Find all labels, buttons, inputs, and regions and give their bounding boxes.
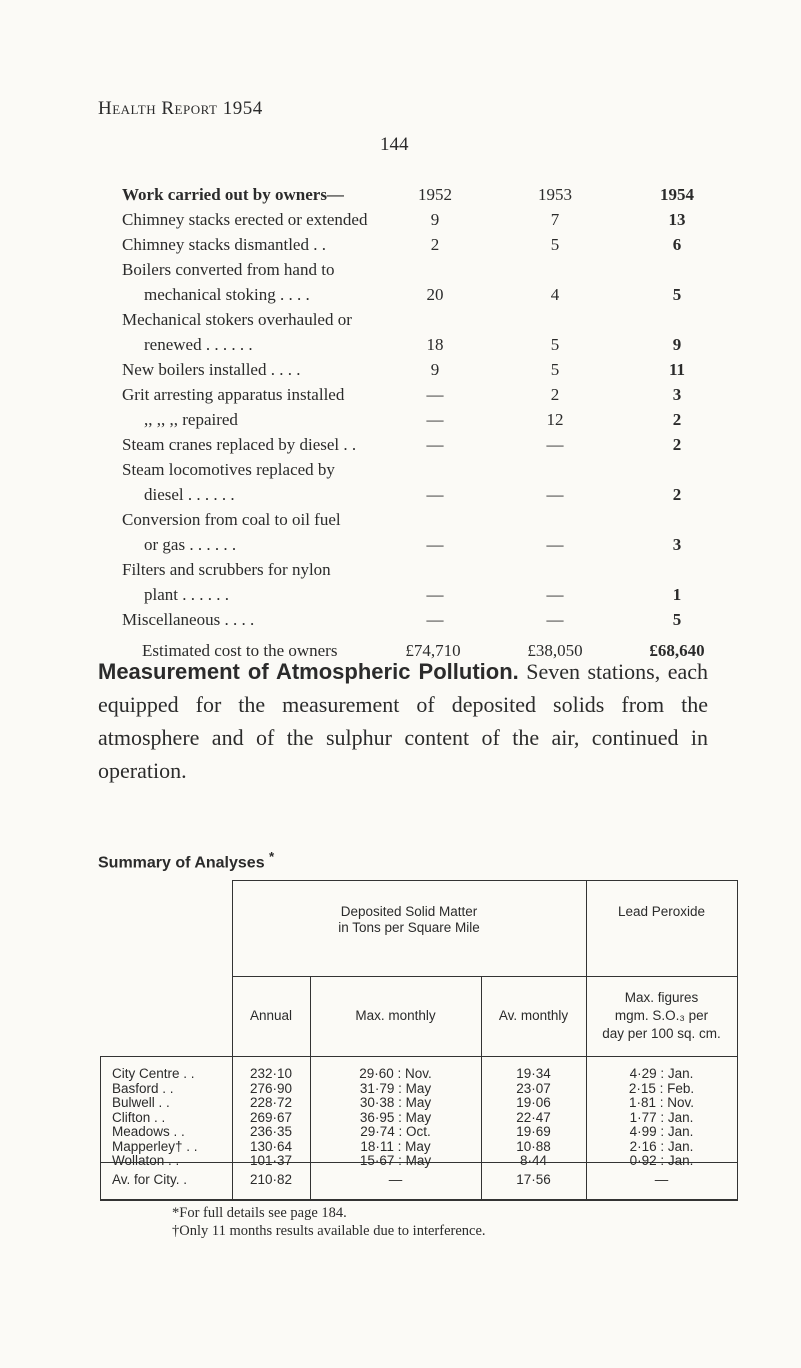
works-value-1954: 13	[668, 210, 686, 229]
analysis-av: 8·44	[519, 1153, 548, 1168]
works-row	[122, 357, 722, 382]
works-row-label-line1: Grit arresting apparatus installed	[122, 385, 345, 404]
year-1954: 1954	[660, 185, 694, 204]
works-row-label	[122, 307, 427, 357]
works-row-label-line1: Chimney stacks dismantled . .	[122, 235, 326, 254]
works-value-1954: 9	[672, 335, 682, 354]
analysis-av: 19·06	[516, 1095, 551, 1110]
measurement-paragraph	[98, 655, 708, 787]
analysis-lead: 1·77 : Jan.	[629, 1109, 694, 1125]
works-value-1953: —	[546, 585, 564, 604]
works-value-1952: 2	[430, 235, 440, 254]
works-value-1954: 3	[672, 385, 682, 404]
works-row-label-line1: Miscellaneous . . . .	[122, 610, 255, 629]
works-row	[122, 557, 722, 607]
footnote-2: †Only 11 months results available due to interference.	[172, 1223, 486, 1239]
works-row-label-line1: Mechanical stokers overhauled or	[122, 310, 352, 329]
works-row	[122, 232, 722, 257]
works-row-label-line2: or gas . . . . . .	[144, 535, 237, 554]
works-value-1953: 12	[546, 410, 564, 429]
works-value-1952: —	[426, 485, 444, 504]
analysis-lead: 4·29 : Jan.	[629, 1066, 694, 1081]
col-lead-1: Max. figures	[624, 990, 699, 1005]
analysis-av: 22·47	[516, 1109, 551, 1125]
works-row	[122, 457, 722, 507]
works-table	[122, 182, 722, 663]
works-row	[122, 407, 722, 432]
works-value-1953: 5	[550, 335, 560, 354]
col-lead-3: day per 100 sq. cm.	[602, 1026, 721, 1041]
year-1953: 1953	[538, 185, 572, 204]
summary-title-text: Summary of Analyses	[98, 854, 265, 872]
analysis-max: 15·67 : May	[359, 1153, 432, 1168]
measurement-text: Seven stations, each equipped for the measurement of deposited solids from the atmosphere and of the sulphur content of the air, continued in operation.	[98, 659, 708, 783]
analysis-av: 23·07	[516, 1080, 551, 1096]
works-value-1953: —	[546, 435, 564, 454]
analysis-lead: 2·16 : Jan.	[629, 1138, 694, 1154]
analysis-annual: 101·37	[249, 1153, 293, 1168]
works-row-label	[122, 557, 427, 607]
group-lead: Lead Peroxide	[617, 904, 706, 919]
cost-1953: £38,050	[527, 641, 583, 660]
works-value-1953: —	[546, 535, 564, 554]
works-value-1954: 5	[672, 610, 682, 629]
analysis-site: Basford . .	[112, 1080, 174, 1096]
analysis-site: City Centre . .	[112, 1066, 195, 1081]
analysis-lead: 4·99 : Jan.	[629, 1124, 694, 1139]
works-value-1954: 5	[672, 285, 682, 304]
works-row-label-line1: Steam cranes replaced by diesel . .	[122, 435, 357, 454]
rule-head	[232, 976, 738, 977]
works-row-label-line2: plant . . . . . .	[144, 585, 229, 604]
analysis-site: Mapperley† . .	[112, 1138, 198, 1154]
works-row	[122, 507, 722, 557]
average-lead: —	[654, 1172, 669, 1187]
analysis-max: 29·74 : Oct.	[360, 1124, 431, 1139]
works-value-1953: 4	[550, 285, 560, 304]
page-number: 144	[380, 134, 409, 155]
works-value-1953: 2	[550, 385, 560, 404]
cost-1954: £68,640	[649, 641, 705, 660]
col-lead-2: mgm. S.O.₃ per	[614, 1008, 709, 1023]
works-value-1952: —	[426, 585, 444, 604]
works-row-label-line1: New boilers installed . . . .	[122, 360, 301, 379]
works-value-1953: —	[546, 485, 564, 504]
works-value-1952: —	[426, 410, 444, 429]
works-row-label-line1: Steam locomotives replaced by	[122, 460, 335, 479]
works-value-1953: 7	[550, 210, 560, 229]
average-site: Av. for City. .	[112, 1172, 188, 1187]
analysis-max: 18·11 : May	[360, 1138, 431, 1154]
works-value-1952: 9	[430, 360, 440, 379]
analysis-av: 19·34	[516, 1066, 551, 1081]
works-row-label	[122, 457, 427, 507]
average-annual: 210·82	[249, 1172, 293, 1187]
analysis-annual: 232·10	[249, 1066, 293, 1081]
works-header-row	[122, 182, 722, 207]
average-av: 17·56	[516, 1172, 551, 1187]
works-row-label	[122, 432, 427, 457]
analysis-row	[100, 1153, 740, 1171]
measurement-title: Measurement of Atmospheric Pollution.	[98, 659, 519, 684]
average-row	[100, 1172, 740, 1190]
running-title: Health Report 1954	[98, 98, 263, 119]
analysis-annual: 269·67	[249, 1109, 293, 1125]
analysis-site: Meadows . .	[112, 1124, 185, 1139]
col-annual: Annual	[249, 1008, 293, 1023]
works-value-1953: —	[546, 610, 564, 629]
works-row	[122, 207, 722, 232]
works-value-1954: 11	[668, 360, 686, 379]
analysis-lead: 0·92 : Jan.	[629, 1153, 694, 1168]
analysis-annual: 276·90	[249, 1080, 293, 1096]
footnote-1: *For full details see page 184.	[172, 1205, 347, 1221]
analyses-table	[100, 880, 740, 1200]
year-1952: 1952	[418, 185, 452, 204]
analysis-max: 36·95 : May	[359, 1109, 432, 1125]
works-row-label-line2: diesel . . . . . .	[144, 485, 235, 504]
analysis-lead: 1·81 : Nov.	[628, 1095, 695, 1110]
works-value-1952: —	[426, 610, 444, 629]
works-row-label-line1: Chimney stacks erected or extended	[122, 210, 368, 229]
works-row-label	[122, 232, 427, 257]
works-row	[122, 307, 722, 357]
works-row-label	[122, 357, 427, 382]
works-row-label	[122, 207, 427, 232]
analysis-lead: 2·15 : Feb.	[628, 1080, 695, 1096]
works-row-label-line1: Conversion from coal to oil fuel	[122, 510, 341, 529]
analysis-annual: 236·35	[249, 1124, 293, 1139]
analysis-annual: 228·72	[249, 1095, 293, 1110]
col-max-monthly: Max. monthly	[355, 1008, 436, 1023]
works-value-1954: 2	[672, 435, 682, 454]
works-row-label	[122, 507, 427, 557]
works-value-1952: 20	[426, 285, 444, 304]
works-row	[122, 607, 722, 632]
works-row-label-line1: Boilers converted from hand to	[122, 260, 335, 279]
works-row-label	[122, 382, 427, 407]
analysis-annual: 130·64	[249, 1138, 293, 1154]
rule-bottom	[100, 1199, 738, 1201]
works-row-label-line1: ,, ,, ,, repaired	[144, 410, 238, 429]
works-value-1954: 2	[672, 410, 682, 429]
rule-top	[232, 880, 738, 881]
analysis-av: 10·88	[516, 1138, 551, 1154]
works-value-1954: 2	[672, 485, 682, 504]
summary-title	[98, 849, 274, 872]
footnotes	[172, 1204, 486, 1240]
summary-star: *	[269, 849, 275, 864]
average-max: —	[388, 1172, 403, 1187]
works-value-1952: —	[426, 535, 444, 554]
works-row	[122, 432, 722, 457]
works-row-label	[122, 607, 427, 632]
works-value-1952: 9	[430, 210, 440, 229]
works-value-1952: 18	[426, 335, 444, 354]
works-value-1953: 5	[550, 235, 560, 254]
analysis-max: 31·79 : May	[359, 1080, 432, 1096]
analysis-av: 19·69	[516, 1124, 551, 1139]
works-value-1952: —	[426, 435, 444, 454]
works-row-label	[122, 407, 427, 432]
works-row	[122, 382, 722, 407]
works-value-1954: 6	[672, 235, 682, 254]
col-av-monthly: Av. monthly	[498, 1008, 569, 1023]
analysis-site: Wollaton . .	[112, 1153, 180, 1168]
group-deposited-2: in Tons per Square Mile	[338, 920, 480, 935]
cost-1952: £74,710	[405, 641, 461, 660]
cost-label: Estimated cost to the owners	[142, 641, 338, 660]
works-row-label-line1: Filters and scrubbers for nylon	[122, 560, 331, 579]
works-row	[122, 257, 722, 307]
works-heading: Work carried out by owners—	[122, 185, 344, 204]
works-row-label-line2: mechanical stoking . . . .	[144, 285, 310, 304]
works-row-label-line2: renewed . . . . . .	[144, 335, 253, 354]
works-row-label	[122, 257, 427, 307]
analysis-site: Clifton . .	[112, 1109, 166, 1125]
analysis-max: 29·60 : Nov.	[359, 1066, 432, 1081]
analysis-max: 30·38 : May	[359, 1095, 432, 1110]
works-value-1954: 3	[672, 535, 682, 554]
works-value-1952: —	[426, 385, 444, 404]
works-value-1954: 1	[672, 585, 682, 604]
analysis-site: Bulwell . .	[112, 1095, 170, 1110]
group-deposited-1: Deposited Solid Matter	[340, 904, 478, 919]
rule-body-top	[100, 1056, 738, 1057]
works-value-1953: 5	[550, 360, 560, 379]
